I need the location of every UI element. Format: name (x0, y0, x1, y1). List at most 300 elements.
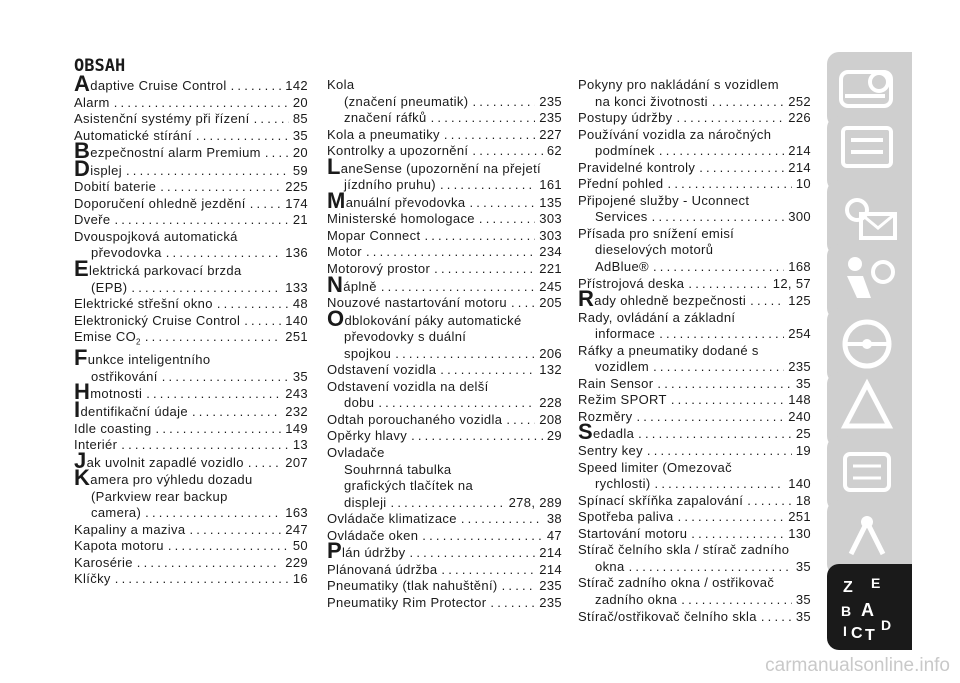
entry-label: Odstavení vozidla na delší (327, 378, 489, 394)
entry-label: Alarm (74, 94, 110, 110)
index-entry[interactable] (578, 176, 811, 193)
index-entry[interactable] (327, 94, 562, 111)
index-entry[interactable] (327, 110, 562, 127)
entry-label: Pravidelné kontroly (578, 159, 696, 175)
leader-dots (638, 426, 792, 443)
leader-dots (659, 326, 784, 343)
leader-dots (629, 559, 792, 576)
svg-text:B: B (841, 603, 852, 619)
index-entry[interactable] (74, 155, 308, 181)
leader-dots (712, 94, 784, 111)
leader-dots (166, 245, 282, 262)
index-entry[interactable] (327, 127, 562, 144)
entry-label: Pneumatiky (tlak nahuštění) (327, 578, 498, 594)
index-entry[interactable] (578, 286, 811, 312)
page-number: 59 (292, 162, 308, 178)
entry-label: (značení pneumatik) (344, 93, 469, 109)
leader-dots (121, 437, 289, 454)
entry-label: daptive Cruise Control (90, 78, 227, 93)
initial-letter: I (74, 396, 81, 422)
leader-dots (502, 578, 536, 595)
leader-dots (131, 280, 281, 297)
index-column-3 (578, 77, 811, 625)
entry-label: Automatické stírání (74, 127, 192, 143)
entry-label: Stírač/ostřikovač čelního skla (578, 608, 757, 624)
page-number: 247 (285, 521, 308, 537)
leader-dots (217, 296, 289, 313)
page-number: 38 (546, 511, 562, 527)
page-number: 149 (285, 420, 308, 436)
entry-label: Dveře (74, 212, 111, 228)
entry-label: Dobití baterie (74, 179, 157, 195)
entry-label: lán údržby (342, 545, 406, 561)
page-number: 20 (292, 145, 308, 161)
page-number: 228 (539, 395, 562, 411)
page-number: 133 (285, 279, 308, 295)
entry-label: Ovládače oken (327, 527, 419, 543)
entry-label: Stírač čelního skla / stírač zadního (578, 542, 790, 558)
index-entry[interactable] (578, 409, 811, 426)
leader-dots (472, 143, 542, 160)
page-title: OBSAH (74, 56, 126, 76)
page-number: 25 (795, 426, 811, 442)
index-entry[interactable] (327, 362, 562, 379)
index-entry[interactable] (74, 437, 308, 454)
entry-label-continued: spojkou (344, 345, 392, 361)
index-entry[interactable] (578, 193, 811, 226)
index-entry[interactable] (74, 538, 308, 555)
entry-label: ezpečnostní alarm Premium (90, 145, 261, 161)
page-number: 235 (539, 578, 562, 594)
entry-label: edadla (593, 426, 635, 442)
leader-dots (472, 94, 535, 111)
index-entry[interactable] (578, 226, 811, 276)
initial-letter: R (578, 286, 595, 312)
leader-dots (699, 160, 784, 177)
index-entry[interactable] (74, 379, 308, 405)
index-entry[interactable] (578, 127, 811, 160)
page-number: 48 (292, 296, 308, 312)
initial-letter: D (74, 155, 91, 181)
page-number: 251 (285, 329, 308, 345)
leader-dots (422, 528, 543, 545)
page-number: 148 (788, 392, 811, 408)
leader-dots (265, 145, 289, 162)
leader-dots (395, 346, 535, 363)
entry-label-continued: camera) (91, 505, 142, 521)
entry-label: Postupy údržby (578, 110, 673, 126)
entry-label-continued: rychlosti) (595, 476, 651, 492)
index-entry[interactable] (578, 609, 811, 626)
entry-label-continued: převodovka (91, 245, 162, 261)
page-number: 207 (285, 454, 308, 470)
entry-label: Přístrojová deska (578, 275, 685, 291)
index-entry[interactable] (578, 77, 811, 110)
leader-dots (440, 362, 535, 379)
entry-label: Nouzové nastartování motoru (327, 295, 507, 311)
leader-dots (653, 259, 784, 276)
entry-label: Odstavení vozidla (327, 362, 437, 378)
svg-text:T: T (865, 627, 875, 644)
entry-label: Motor (327, 244, 362, 260)
entry-label-continued: na konci životnosti (595, 93, 708, 109)
leader-dots (659, 143, 784, 160)
leader-dots (440, 177, 535, 194)
index-entry[interactable] (578, 542, 811, 575)
index-entry[interactable] (578, 110, 811, 127)
initial-letter: N (327, 271, 344, 297)
index-column-2 (327, 77, 562, 612)
initial-letter: O (327, 305, 345, 331)
page-number: 16 (292, 571, 308, 587)
entry-label: Kapota motoru (74, 538, 164, 554)
entry-label: Odtah porouchaného vozidla (327, 411, 503, 427)
initial-letter: B (74, 138, 91, 164)
leader-dots (168, 538, 289, 555)
page-number: 252 (788, 93, 811, 109)
page-number: 214 (539, 545, 562, 561)
index-entry[interactable] (578, 376, 811, 393)
index-entry[interactable] (327, 428, 562, 445)
leader-dots (441, 562, 535, 579)
index-entry[interactable] (74, 296, 308, 313)
entry-label: Používání vozidla za náročných (578, 126, 772, 142)
initial-letter: K (74, 465, 91, 491)
leader-dots (747, 493, 792, 510)
entry-label-continued: displeji (344, 494, 387, 510)
entry-label-continued: (EPB) (91, 279, 128, 295)
initial-letter: F (74, 345, 88, 371)
index-entry[interactable] (74, 256, 308, 296)
entry-label-continued: grafických tlačítek na (344, 478, 474, 494)
page-number: 206 (539, 345, 562, 361)
index-entry[interactable] (578, 493, 811, 510)
page-number: 227 (539, 126, 562, 142)
index-entry[interactable] (74, 396, 308, 422)
page-number: 85 (292, 111, 308, 127)
entry-label: Režim SPORT (578, 392, 667, 408)
entry-label-continued: podmínek (595, 143, 655, 159)
leader-dots (254, 111, 289, 128)
index-entry[interactable] (327, 261, 562, 278)
leader-dots (126, 163, 289, 180)
leader-dots (196, 128, 289, 145)
leader-dots (681, 592, 792, 609)
entry-label: Plánovaná údržba (327, 561, 438, 577)
leader-dots (145, 329, 281, 346)
leader-dots (677, 110, 785, 127)
leader-dots (146, 386, 281, 403)
entry-label: ady ohledně bezpečnosti (594, 293, 747, 309)
entry-label: Dvouspojková automatická (74, 228, 238, 244)
entry-label: Spínací skříňka zapalování (578, 492, 744, 508)
index-entry[interactable] (327, 538, 562, 564)
index-entry[interactable] (578, 575, 811, 608)
leader-dots (137, 555, 281, 572)
page-number: 163 (285, 505, 308, 521)
leader-dots (461, 511, 543, 528)
leader-dots (244, 313, 281, 330)
index-entry[interactable] (327, 271, 562, 297)
index-entry[interactable] (578, 419, 811, 445)
index-entry[interactable] (74, 111, 308, 128)
initial-letter: L (327, 153, 341, 179)
page-number: 35 (795, 558, 811, 574)
leader-dots (506, 412, 535, 429)
index-entry[interactable] (74, 465, 308, 522)
leader-dots (378, 395, 535, 412)
index-entry[interactable] (578, 276, 811, 293)
leader-dots (490, 595, 535, 612)
entry-label: Přísada pro snížení emisí (578, 225, 735, 241)
page-number: 303 (539, 227, 562, 243)
page-number: 234 (539, 244, 562, 260)
entry-label: isplej (90, 162, 122, 178)
page-number: 225 (285, 179, 308, 195)
entry-label: Pneumatiky Rim Protector (327, 594, 487, 610)
index-entry[interactable] (327, 143, 562, 160)
index-entry[interactable] (327, 187, 562, 213)
leader-dots (647, 443, 792, 460)
entry-label: unkce inteligentního (87, 352, 211, 368)
entry-label: značení ráfků (344, 110, 427, 126)
leader-dots (391, 495, 505, 512)
leader-dots (189, 522, 281, 539)
entry-label: Kola a pneumatiky (327, 126, 440, 142)
page-number: 226 (788, 110, 811, 126)
page-number: 13 (292, 437, 308, 453)
svg-text:C: C (851, 625, 863, 642)
entry-label-continued: jízdního pruhu) (344, 177, 436, 193)
page-number: 10 (795, 176, 811, 192)
entry-label: dblokování páky automatické (344, 312, 522, 328)
entry-label: Spotřeba paliva (578, 509, 674, 525)
leader-dots (381, 279, 535, 296)
page-number: 205 (539, 295, 562, 311)
leader-dots (411, 428, 543, 445)
index-entry[interactable] (74, 313, 308, 330)
entry-label: dentifikační údaje (80, 403, 188, 419)
entry-label-continued: dieselových motorů (595, 242, 714, 258)
page-number: 132 (539, 362, 562, 378)
index-entry[interactable] (74, 447, 308, 473)
entry-label: Stírač zadního okna / ostřikovač (578, 575, 775, 591)
page-number: 303 (539, 211, 562, 227)
leader-dots (250, 196, 282, 213)
index-entry[interactable] (327, 595, 562, 612)
entry-label: Rain Sensor (578, 375, 654, 391)
page-number: 235 (539, 594, 562, 610)
index-entry[interactable] (74, 95, 308, 112)
svg-text:E: E (871, 575, 881, 591)
index-entry[interactable] (74, 138, 308, 164)
leader-dots (691, 526, 784, 543)
entry-label: áplně (343, 278, 377, 294)
leader-dots (469, 195, 535, 212)
entry-label: anuální převodovka (345, 194, 466, 210)
page-number: 214 (788, 159, 811, 175)
index-entry[interactable] (327, 244, 562, 261)
subscript: 2 (136, 337, 141, 347)
index-entry[interactable] (74, 179, 308, 196)
page-number: 47 (546, 527, 562, 543)
leader-dots (653, 359, 784, 376)
index-entry[interactable] (74, 555, 308, 572)
page-number: 21 (292, 212, 308, 228)
leader-dots (479, 211, 535, 228)
page-number: 135 (539, 194, 562, 210)
leader-dots (671, 392, 784, 409)
index-entry[interactable] (74, 421, 308, 438)
index-entry[interactable] (327, 445, 562, 511)
leader-dots (511, 295, 535, 312)
index-entry[interactable] (74, 571, 308, 588)
entry-label: Elektronický Cruise Control (74, 312, 241, 328)
index-entry[interactable] (327, 562, 562, 579)
page-number: 35 (292, 368, 308, 384)
entry-label: Ráfky a pneumatiky dodané s (578, 342, 759, 358)
leader-dots (652, 209, 785, 226)
page-number: 235 (539, 93, 562, 109)
entry-label: Ovládače klimatizace (327, 511, 457, 527)
index-entry[interactable] (327, 153, 562, 194)
svg-text:A: A (861, 600, 874, 620)
watermark: carmanualsonline.info (765, 655, 950, 676)
initial-letter: J (74, 447, 87, 473)
entry-label: Rady, ovládání a základní (578, 309, 736, 325)
page-number: 161 (539, 177, 562, 193)
index-entry[interactable] (74, 522, 308, 539)
page-number: 140 (285, 312, 308, 328)
index-entry[interactable] (578, 526, 811, 543)
page-number: 29 (546, 428, 562, 444)
entry-label: Asistenční systémy při řízení (74, 111, 250, 127)
index-entry[interactable] (578, 443, 811, 460)
leader-dots (366, 244, 535, 261)
entry-label-continued: AdBlue® (595, 259, 649, 275)
leader-dots (145, 505, 281, 522)
leader-dots (424, 228, 535, 245)
index-entry[interactable] (74, 345, 308, 385)
leader-dots (678, 509, 785, 526)
page-number: 214 (539, 561, 562, 577)
index-entry[interactable] (578, 509, 811, 526)
entry-label-continued: zadního okna (595, 591, 678, 607)
page-number: 221 (539, 261, 562, 277)
index-entry[interactable] (74, 212, 308, 229)
page-number: 245 (539, 278, 562, 294)
page-number: 232 (285, 403, 308, 419)
entry-label-continued: informace (595, 326, 656, 342)
leader-dots (248, 455, 281, 472)
leader-dots (444, 127, 535, 144)
page-number: 35 (795, 375, 811, 391)
entry-label: Doporučení ohledně jezdění (74, 195, 246, 211)
index-entry[interactable] (578, 310, 811, 343)
page-number: 235 (539, 110, 562, 126)
entry-label: Opěrky hlavy (327, 428, 408, 444)
entry-label: aneSense (upozornění na přejetí (340, 160, 542, 176)
index-column-1 (74, 71, 308, 588)
entry-label: Motorový prostor (327, 261, 431, 277)
page-number: 278, 289 (508, 494, 562, 510)
page-number: 229 (285, 554, 308, 570)
page-number: 62 (546, 143, 562, 159)
tab-index[interactable] (827, 564, 912, 650)
svg-text:D: D (881, 617, 892, 633)
page-number: 214 (788, 143, 811, 159)
entry-label-continued: dobu (344, 395, 375, 411)
page-number: 125 (788, 293, 811, 309)
index-entry[interactable] (327, 578, 562, 595)
index-entry[interactable] (327, 305, 562, 363)
page-number: 35 (795, 591, 811, 607)
index-entry[interactable] (327, 228, 562, 245)
index-entry[interactable] (74, 128, 308, 145)
page-number: 20 (292, 94, 308, 110)
page-number: 240 (788, 408, 811, 424)
leader-dots (410, 545, 536, 562)
initial-letter: H (74, 379, 91, 405)
entry-label: Pokyny pro nakládání s vozidlem (578, 77, 779, 92)
svg-text:Z: Z (843, 579, 853, 596)
entry-label-continued: ostřikování (91, 368, 158, 384)
entry-label-continued: převodovky s duální (344, 329, 467, 345)
leader-dots (434, 261, 535, 278)
page-number: 18 (795, 492, 811, 508)
page-number: 235 (788, 359, 811, 375)
entry-label-continued: vozidlem (595, 359, 650, 375)
index-entry[interactable] (327, 528, 562, 545)
index-entry[interactable] (74, 196, 308, 213)
index-entry[interactable] (327, 511, 562, 528)
leader-dots (657, 376, 791, 393)
entry-label: Kontrolky a upozornění (327, 143, 469, 159)
entry-label: Mopar Connect (327, 227, 421, 243)
entry-label: Emise CO (74, 329, 137, 345)
entry-label: Ovladače (327, 445, 385, 461)
leader-dots (231, 78, 282, 95)
index-entry[interactable] (74, 229, 308, 262)
entry-label-continued: Services (595, 209, 648, 225)
entry-label: ak uvolnit zapadlé vozidlo (86, 454, 244, 470)
index-entry[interactable] (578, 392, 811, 409)
index-entry[interactable] (327, 379, 562, 412)
index-entry[interactable] (74, 71, 308, 96)
initial-letter: E (74, 256, 90, 282)
leader-dots (115, 571, 289, 588)
index-entry[interactable] (578, 160, 811, 177)
entry-label-continued: Souhrnná tabulka (344, 461, 452, 477)
index-entry[interactable] (578, 343, 811, 376)
entry-label: Startování motoru (578, 525, 688, 541)
entry-label: lektrická parkovací brzda (89, 263, 242, 279)
index-entry[interactable] (327, 77, 562, 94)
page-number: 35 (292, 127, 308, 143)
index-entry[interactable] (327, 412, 562, 429)
page-number: 12, 57 (772, 275, 811, 291)
entry-label: Idle coasting (74, 420, 152, 436)
initial-letter: M (327, 187, 346, 213)
entry-label-continued: okna (595, 558, 625, 574)
leader-dots (160, 179, 281, 196)
index-entry[interactable] (74, 329, 308, 351)
index-entry[interactable] (327, 211, 562, 228)
page-number: 140 (788, 476, 811, 492)
leader-dots (431, 110, 536, 127)
index-entry[interactable] (327, 295, 562, 312)
index-entry[interactable] (578, 460, 811, 493)
